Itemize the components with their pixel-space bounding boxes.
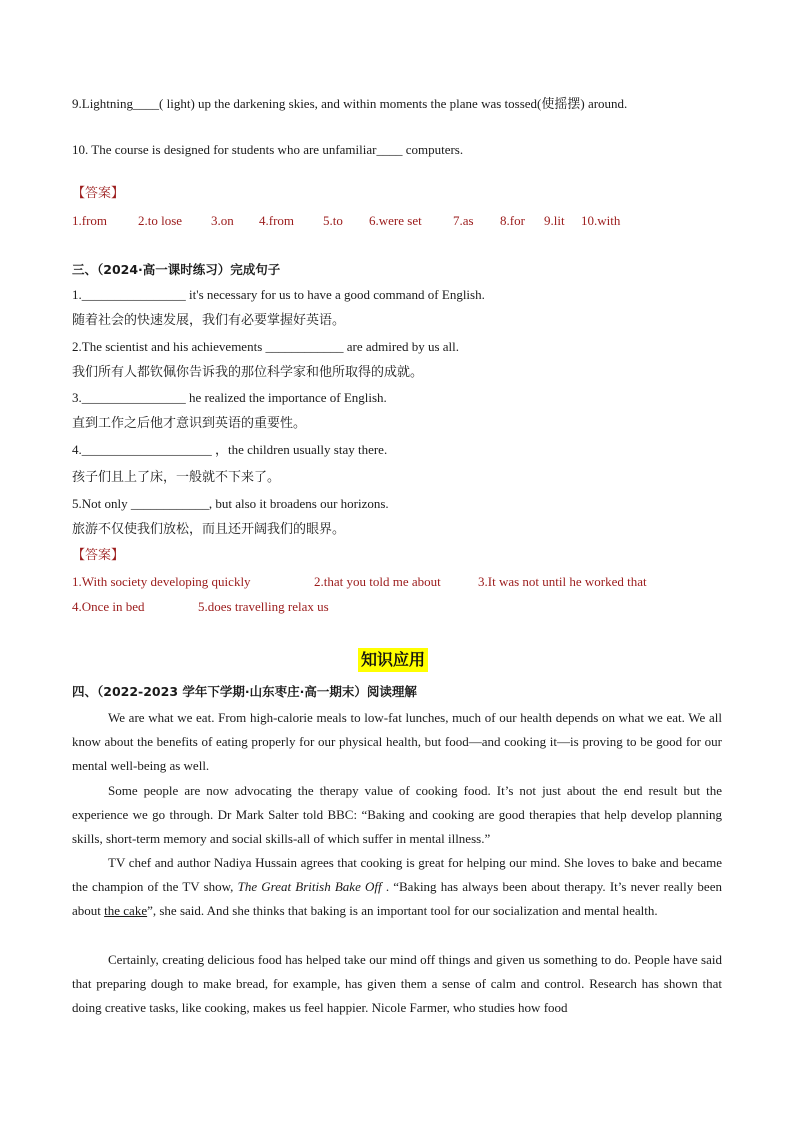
answer-item: 6.were set	[369, 213, 422, 228]
answer-item: 1.With society developing quickly	[72, 574, 251, 589]
section-4-heading: 四、（2022-2023 学年下学期·山东枣庄·高一期末）阅读理解	[72, 684, 417, 699]
answer-item: 8.for	[500, 213, 525, 228]
sentence-3-zh: 直到工作之后他才意识到英语的重要性。	[72, 416, 307, 431]
sentence-2-zh: 我们所有人都钦佩你告诉我的那位科学家和他所取得的成就。	[72, 365, 424, 380]
answer-item: 9.lit	[544, 213, 565, 228]
sentence-1-zh: 随着社会的快速发展，我们有必要掌握好英语。	[72, 313, 346, 328]
exercise-10: 10. The course is designed for students who are unfamiliar____ computers.	[72, 142, 464, 157]
sentence-2-en: 2.The scientist and his achievements ____________ are admired by us all.	[72, 339, 460, 354]
paragraph-3-part-a: TV chef and author Nadiya Hussain agrees that cooking is great for helping our mind. She loves to bake and became the champion of the TV show,	[72, 855, 722, 895]
answer-item: 3.It was not until he worked that	[478, 574, 647, 589]
answer-row-3	[72, 598, 329, 616]
answer-item: 2.that you told me about	[314, 574, 441, 589]
answer-label: 【答案】	[72, 186, 125, 201]
answer-row-1	[72, 212, 620, 230]
paragraph-3-part-c: ”, she said. And she thinks that baking is an important tool for our socialization and mental health.	[147, 903, 658, 919]
answer-item: 10.with	[581, 213, 621, 228]
answer-row-2	[72, 573, 647, 591]
section-banner: 知识应用	[358, 648, 428, 672]
answer-item: 3.on	[211, 213, 234, 228]
answer-label-2: 【答案】	[72, 548, 125, 563]
section-3-heading: 三、（2024·高一课时练习）完成句子	[72, 262, 281, 277]
paragraph-1: We are what we eat. From high-calorie meals to low-fat lunches, much of our health depends on what we eat. We all know about the benefits of eating properly for our physical health, but food—and cooking it—is proving to be good for our mental well-being as well.	[72, 710, 722, 774]
paragraph-2: Some people are now advocating the therapy value of cooking food. It’s not just about the end result but the experience we go through. Dr Mark Salter told BBC: “Baking and cooking are good therapies that help develop planning skills, short-term memory and social skills-all of which suffer in mental illness.”	[72, 783, 722, 847]
answer-item: 1.from	[72, 213, 108, 228]
paragraph-3	[72, 851, 722, 924]
answer-item: 5.does travelling relax us	[198, 599, 329, 614]
exercise-9: 9.Lightning____( light) up the darkening skies, and within moments the plane was tossed(使摇摆) around.	[72, 96, 628, 111]
answer-item: 5.to	[323, 213, 343, 228]
paragraph-4: Certainly, creating delicious food has helped take our mind off things and given us something to do. People have said that preparing dough to make bread, for example, has given them a sense of calm and control. Research has shown that doing creative tasks, like cooking, makes us feel happier. Nicole Farmer, who studies how food	[72, 952, 722, 1016]
answer-item: 7.as	[453, 213, 474, 228]
sentence-3-en: 3.________________ he realized the importance of English.	[72, 390, 387, 405]
sentence-4-zh: 孩子们且上了床，一般就不下来了。	[72, 470, 281, 485]
answer-item: 4.from	[259, 213, 295, 228]
answer-item: 4.Once in bed	[72, 599, 145, 614]
show-title: The Great British Bake Off	[237, 879, 382, 895]
sentence-4-en: 4.____________________ ，the children usually stay there.	[72, 442, 388, 457]
paragraph-3-part-b: . “Baking has always been about therapy. It’s never really been about	[72, 879, 722, 919]
underlined-phrase: the cake	[104, 903, 148, 919]
sentence-5-zh: 旅游不仅使我们放松，而且还开阔我们的眼界。	[72, 522, 346, 537]
sentence-5-en: 5.Not only ____________, but also it broadens our horizons.	[72, 496, 389, 511]
sentence-1-en: 1.________________ it's necessary for us to have a good command of English.	[72, 287, 485, 302]
answer-item: 2.to lose	[138, 213, 183, 228]
